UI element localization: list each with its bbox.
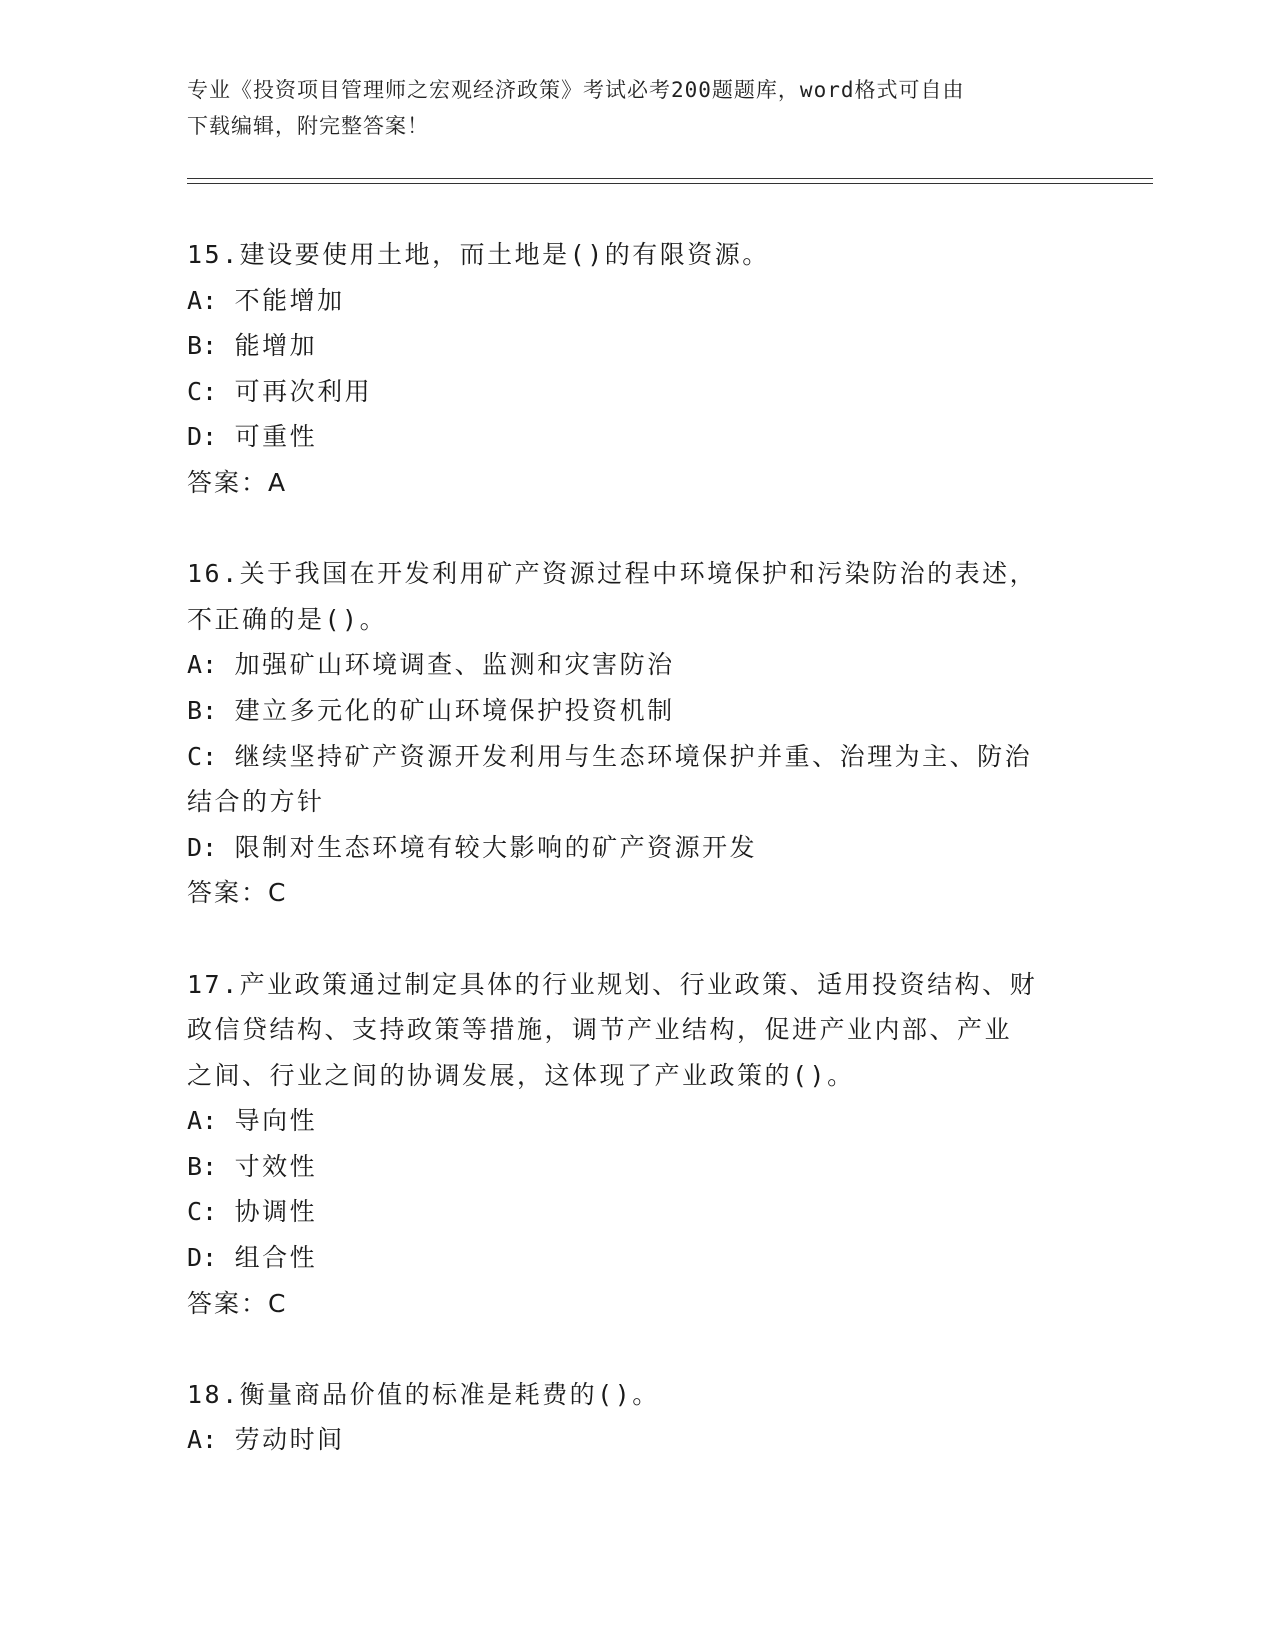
header-line-2: 下载编辑，附完整答案！ — [187, 114, 429, 138]
option-line — [187, 1417, 1077, 1463]
option-text: 限制对生态环境有较大影响的矿产资源开发 — [234, 832, 758, 862]
question-stem: 政信贷结构、支持政策等措施，调节产业结构，促进产业内部、产业 — [187, 1015, 1013, 1045]
option-letter: C: — [187, 1197, 218, 1227]
option-line — [187, 734, 1077, 780]
option-line — [187, 1098, 1077, 1144]
answer-line — [187, 460, 1077, 506]
option-line — [187, 688, 1077, 734]
option-letter: B: — [187, 1151, 218, 1181]
option-line — [187, 369, 1077, 415]
question-stem: 15.建设要使用土地，而土地是()的有限资源。 — [187, 240, 770, 269]
question-stem: 16.关于我国在开发利用矿产资源过程中环境保护和污染防治的表述， — [187, 559, 1038, 589]
option-text: 能增加 — [234, 331, 318, 361]
option-text: 组合性 — [234, 1243, 318, 1273]
answer-label: 答案： — [187, 1288, 269, 1318]
option-text: 寸效性 — [234, 1151, 318, 1181]
option-text: 导向性 — [234, 1106, 318, 1136]
option-text: 协调性 — [234, 1197, 318, 1227]
option-line — [187, 825, 1077, 871]
option-letter: C: — [187, 376, 218, 406]
header-line-1: 专业《投资项目管理师之宏观经济政策》考试必考200题题库，word格式可自由 — [187, 78, 965, 102]
option-text: 可再次利用 — [234, 376, 373, 406]
option-letter: A: — [187, 285, 218, 315]
option-line — [187, 323, 1077, 369]
option-line — [187, 1189, 1077, 1235]
answer-line — [187, 870, 1077, 916]
option-text: 结合的方针 — [187, 787, 325, 817]
option-line — [187, 278, 1077, 324]
option-text: 可重性 — [234, 422, 318, 452]
option-letter: A: — [187, 650, 218, 680]
question-stem: 18.衡量商品价值的标准是耗费的()。 — [187, 1379, 660, 1409]
option-letter: D: — [187, 832, 218, 862]
header-divider-top — [187, 178, 1153, 179]
option-letter: C: — [187, 741, 218, 771]
option-letter: B: — [187, 695, 218, 725]
answer-label: 答案： — [187, 467, 269, 497]
answer-line — [187, 1281, 1077, 1327]
option-text: 继续坚持矿产资源开发利用与生态环境保护并重、治理为主、防治 — [234, 741, 1033, 771]
option-letter: D: — [187, 422, 218, 452]
option-line — [187, 1235, 1077, 1281]
question-block — [187, 962, 1077, 1327]
option-text: 不能增加 — [234, 285, 345, 315]
option-text: 建立多元化的矿山环境保护投资机制 — [234, 695, 675, 725]
option-text: 劳动时间 — [234, 1425, 345, 1455]
option-letter: A: — [187, 1106, 218, 1136]
answer-value: C — [268, 1288, 288, 1318]
header-divider-bottom — [187, 183, 1153, 184]
answer-label: 答案： — [187, 878, 269, 908]
question-list — [187, 232, 1077, 1509]
option-text: 加强矿山环境调查、监测和灾害防治 — [234, 650, 675, 680]
answer-value: A — [268, 467, 288, 497]
question-block — [187, 232, 1077, 506]
document-header — [187, 72, 1087, 144]
question-block — [187, 551, 1077, 916]
question-stem: 17.产业政策通过制定具体的行业规划、行业政策、适用投资结构、财 — [187, 969, 1038, 999]
question-stem: 不正确的是()。 — [187, 604, 388, 634]
option-line — [187, 642, 1077, 688]
option-letter: B: — [187, 331, 218, 361]
option-letter: D: — [187, 1243, 218, 1273]
option-line — [187, 1144, 1077, 1190]
option-line — [187, 414, 1077, 460]
option-line — [187, 779, 1077, 825]
answer-value: C — [268, 878, 288, 908]
option-letter: A: — [187, 1425, 218, 1455]
question-block — [187, 1372, 1077, 1463]
question-stem: 之间、行业之间的协调发展，这体现了产业政策的()。 — [187, 1060, 855, 1090]
